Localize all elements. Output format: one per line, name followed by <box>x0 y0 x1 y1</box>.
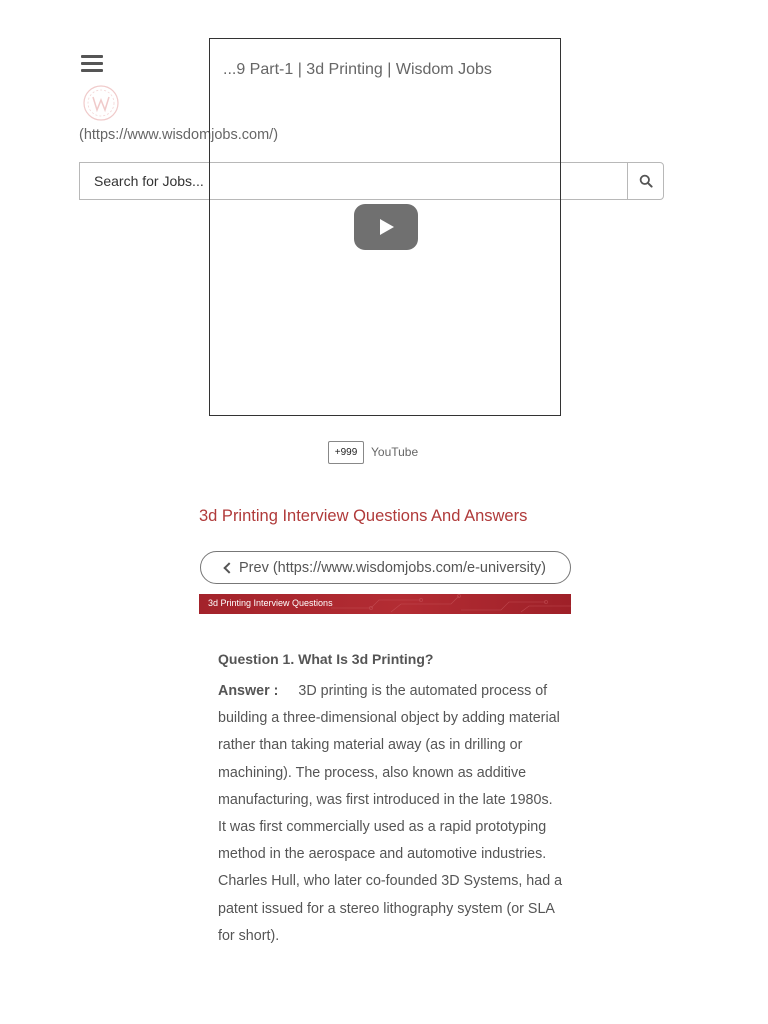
prev-button[interactable] <box>200 551 571 584</box>
video-title[interactable]: ...9 Part-1 | 3d Printing | Wisdom Jobs <box>223 61 492 78</box>
chevron-left-icon <box>223 562 234 573</box>
circuit-pattern <box>331 594 571 614</box>
menu-icon[interactable] <box>81 54 103 74</box>
answer-label: Answer : <box>218 683 279 699</box>
youtube-link[interactable]: YouTube <box>371 445 419 459</box>
banner-text: 3d Printing Interview Questions <box>208 598 333 608</box>
subscriber-count: +999 <box>328 441 364 464</box>
wisdomjobs-logo[interactable] <box>82 84 120 122</box>
answer-text: 3D printing is the automated process of building a three-dimensional object by adding material rather than taking material away (as in drilling or machining). The process, also known as additive manufacturing, was first introduced in the late 1980s. It was first commercially used as a rapid prototyping method in the aerospace and automotive industries. Charles Hull, who later co-founded 3D Systems, had a patent issued for a stereo lithography system (or SLA for short). <box>218 683 563 944</box>
section-banner <box>199 594 571 614</box>
question-title: Question 1. What Is 3d Printing? <box>218 651 434 667</box>
play-button[interactable] <box>354 204 418 250</box>
play-icon <box>376 217 396 237</box>
answer-block <box>218 678 563 950</box>
search-button[interactable] <box>627 162 664 200</box>
search-icon <box>639 174 653 188</box>
page-title: 3d Printing Interview Questions And Answers <box>199 507 528 525</box>
video-embed[interactable] <box>209 38 561 416</box>
site-home-link[interactable]: (https://www.wisdomjobs.com/) <box>79 127 279 143</box>
prev-label: Prev (https://www.wisdomjobs.com/e-university) <box>239 559 546 576</box>
